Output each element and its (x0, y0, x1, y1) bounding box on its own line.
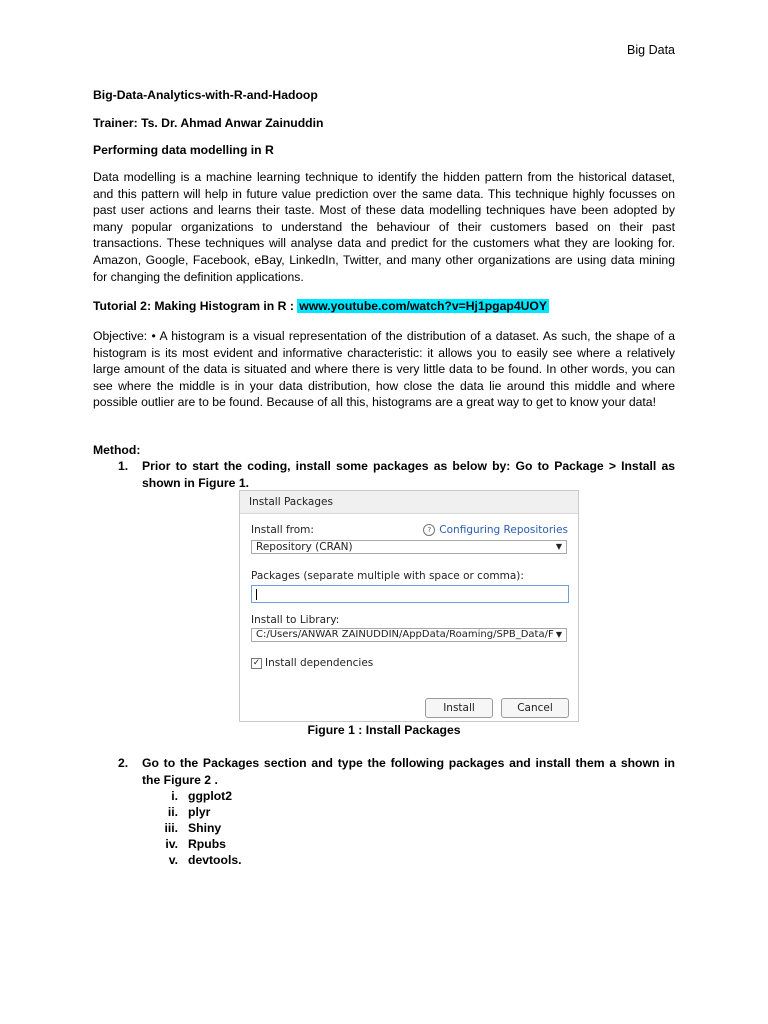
intro-paragraph (93, 169, 675, 285)
package-item-shiny (150, 820, 221, 837)
install-from-label: Install from: (251, 524, 314, 536)
method-step-2 (93, 755, 675, 788)
help-icon: ? (423, 524, 435, 536)
running-header: Big Data (627, 43, 675, 57)
dependencies-label: Install dependencies (265, 657, 374, 669)
tutorial-label: Tutorial 2: Making Histogram in R : (93, 299, 294, 313)
item-name: devtools. (188, 853, 242, 867)
dialog-title: Install Packages (240, 491, 578, 514)
objective-text: Objective: • A histogram is a visual representation of the distribution of a dataset. As such, the shape of a histogram is its most evident and informative characteristic: it allows you to easily see where a relatively large amount of the data is situated and where there is very little data to be found. In other words, you can see where the middle is in your data distribution, how close the data lie around this middle and where possible outlier are to be found. Because of all this, histograms are a great way to get to know your data! (93, 329, 675, 410)
tutorial-line (93, 298, 675, 315)
install-from-select[interactable] (251, 540, 567, 554)
help-link-text: Configuring Repositories (439, 524, 568, 536)
figure-1-caption: Figure 1 : Install Packages (307, 723, 461, 737)
item-numeral: iv. (165, 837, 178, 851)
install-button[interactable]: Install (425, 698, 493, 718)
text-caret (256, 589, 257, 600)
dropdown-arrow-icon: ▼ (555, 630, 562, 639)
dependencies-row[interactable] (251, 657, 373, 670)
install-packages-dialog (239, 490, 579, 722)
tutorial-link[interactable]: www.youtube.com/watch?v=Hj1pgap4UOY (299, 299, 548, 313)
trainer-line: Trainer: Ts. Dr. Ahmad Anwar Zainuddin (93, 116, 324, 130)
item-numeral: iii. (164, 821, 178, 835)
library-select[interactable] (251, 628, 567, 642)
section-title: Performing data modelling in R (93, 143, 274, 157)
item-name: Rpubs (188, 837, 226, 851)
method-heading: Method: (93, 443, 141, 457)
package-item-devtools (150, 852, 242, 869)
item-name: ggplot2 (188, 789, 233, 803)
packages-label: Packages (separate multiple with space or comma): (251, 570, 524, 582)
package-item-plyr (150, 804, 210, 821)
item-name: Shiny (188, 821, 222, 835)
packages-input[interactable] (251, 585, 569, 603)
course-title: Big-Data-Analytics-with-R-and-Hadoop (93, 88, 318, 102)
method-step-1 (93, 458, 675, 491)
configuring-repositories-link[interactable] (423, 524, 568, 537)
item-name: plyr (188, 805, 211, 819)
objective-paragraph (93, 328, 675, 411)
item-numeral: v. (168, 853, 178, 867)
dropdown-arrow-icon: ▼ (555, 542, 562, 551)
install-from-value: Repository (CRAN) (256, 541, 353, 553)
item-numeral: ii. (167, 805, 178, 819)
library-value: C:/Users/ANWAR ZAINUDDIN/AppData/Roaming/SPB_Data/F (256, 629, 554, 640)
step-number: 2. (118, 756, 129, 770)
dependencies-checkbox[interactable]: ✓ (252, 657, 261, 668)
step-text: Prior to start the coding, install some packages as below by: Go to Package > Install as shown in Figure 1. (142, 459, 675, 490)
step-number: 1. (118, 459, 129, 473)
library-label: Install to Library: (251, 614, 340, 626)
dialog-body (240, 514, 578, 721)
intro-text: Data modelling is a machine learning technique to identify the hidden pattern from the historical dataset, and this pattern will help in future value prediction over the same data. This technique highly focusses on past user actions and learns their taste. Most of these data modelling techniques have been adopted by many popular organizations to understand the behaviour of their customers based on their past transactions. These techniques will analyse data and predict for the customers what they are looking for. Amazon, Google, Facebook, eBay, LinkedIn, Twitter, and many other organizations are using data mining for changing the definition applications. (93, 170, 675, 284)
cancel-button[interactable]: Cancel (501, 698, 569, 718)
step-text: Go to the Packages section and type the following packages and install them a shown in the Figure 2 . (142, 756, 675, 787)
item-numeral: i. (171, 789, 178, 803)
package-item-rpubs (150, 836, 226, 853)
package-item-ggplot2 (150, 788, 232, 805)
